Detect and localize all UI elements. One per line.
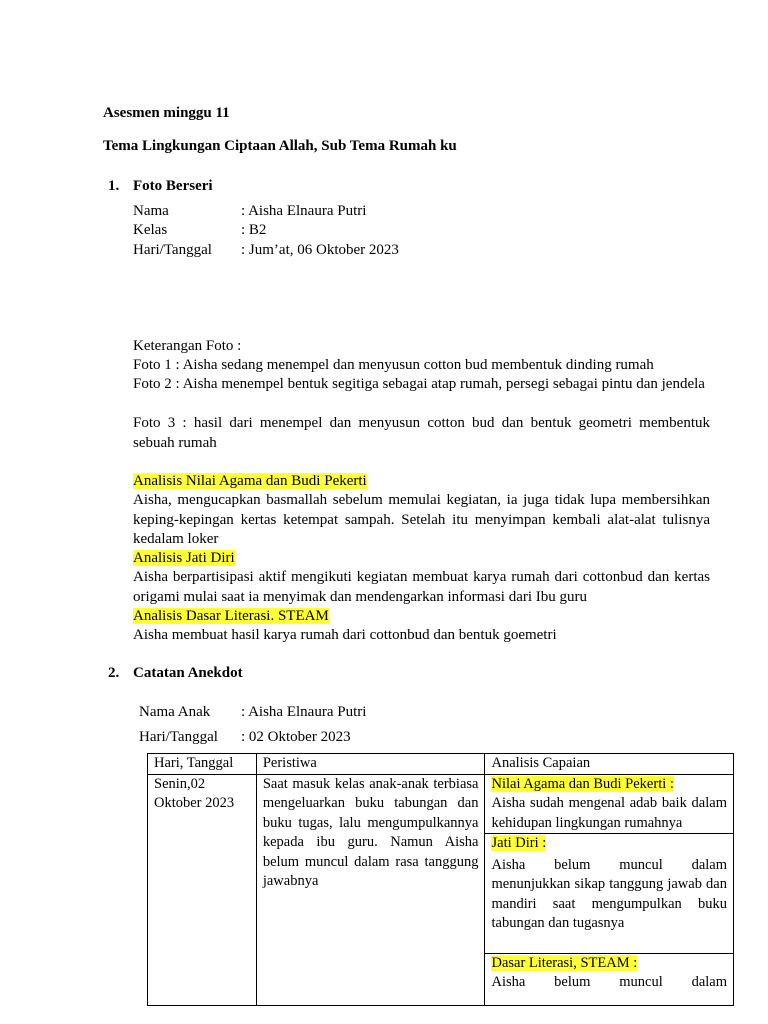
cell-literasi-text: Aisha belum muncul dalam: [491, 974, 727, 990]
header-hari-tanggal: Hari, Tanggal: [148, 754, 257, 775]
cell-peristiwa: Saat masuk kelas anak-anak terbiasa mengeluarkan buku tabungan dan buku tugas, lalu mengumpulkannya kepada ibu guru. Namun Aisha belum muncul dalam rasa tanggung jawabnya: [256, 774, 485, 1005]
section-number-1: 1.: [108, 178, 120, 194]
cell-tanggal: Senin,02 Oktober 2023: [148, 774, 257, 1005]
table-header-row: [148, 754, 734, 775]
foto-1-caption: Foto 1 : Aisha sedang menempel dan menyusun cotton bud membentuk dinding rumah: [133, 357, 654, 373]
field-nama-value: : Aisha Elnaura Putri: [241, 203, 367, 219]
header-analisis-capaian: Analisis Capaian: [485, 754, 734, 775]
table-row: [148, 774, 734, 1005]
anecdote-table: [147, 753, 734, 1006]
field-nama-label: Nama: [133, 203, 169, 219]
keterangan-foto-title: Keterangan Foto :: [133, 338, 242, 354]
analisis-jatidiri-text: Aisha berpartisipasi aktif mengikuti kegiatan membuat karya rumah dari cottonbud dan kertas origami mulai saat ia menyimak dan mendengarkan informasi dari Ibu guru: [133, 569, 710, 605]
cell-jatidiri-title: Jati Diri :: [491, 835, 547, 851]
analisis-jatidiri-heading: Analisis Jati Diri: [133, 550, 235, 566]
section-heading-foto-berseri: Foto Berseri: [133, 178, 213, 194]
field-tanggal-label: Hari/Tanggal: [133, 242, 212, 258]
analisis-agama-heading: Analisis Nilai Agama dan Budi Pekerti: [133, 473, 367, 489]
header-peristiwa: Peristiwa: [256, 754, 485, 775]
theme-title: Tema Lingkungan Ciptaan Allah, Sub Tema Rumah ku: [103, 138, 457, 154]
analisis-agama-text: Aisha, mengucapkan basmallah sebelum memulai kegiatan, ia juga tidak lupa membersihkan keping-kepingan kertas ketempat sampah. Setelah itu menyimpan kembali alat-alat tulisnya kedalam loker: [133, 492, 710, 547]
analisis-literasi-heading: Analisis Dasar Literasi. STEAM: [133, 608, 329, 624]
foto-3-caption: Foto 3 : hasil dari menempel dan menyusun cotton bud dan bentuk geometri membentuk sebuah rumah: [133, 415, 710, 451]
field-tanggal-value: : Jum’at, 06 Oktober 2023: [241, 242, 399, 258]
cell-agama-title: Nilai Agama dan Budi Pekerti :: [491, 775, 674, 792]
cell-jatidiri-text: Aisha belum muncul dalam menunjukkan sikap tanggung jawab dan mandiri saat mengumpulkan buku tabungan dan tugasnya: [491, 856, 727, 931]
cell-literasi-title: Dasar Literasi, STEAM :: [491, 954, 638, 971]
foto-2-caption: Foto 2 : Aisha menempel bentuk segitiga sebagai atap rumah, persegi sebagai pintu dan jendela: [133, 376, 705, 392]
field-kelas-value: : B2: [241, 222, 267, 238]
nama-anak-value: : Aisha Elnaura Putri: [241, 704, 367, 720]
hari-tanggal-value: : 02 Oktober 2023: [241, 729, 351, 745]
cell-agama-text: Aisha sudah mengenal adab baik dalam kehidupan lingkungan rumahnya: [491, 795, 727, 831]
nama-anak-label: Nama Anak: [139, 704, 211, 720]
section-heading-catatan-anekdot: Catatan Anekdot: [133, 665, 243, 681]
section-number-2: 2.: [108, 665, 120, 681]
analisis-literasi-text: Aisha membuat hasil karya rumah dari cottonbud dan bentuk goemetri: [133, 627, 557, 643]
analisis-jatidiri-block: [485, 834, 733, 954]
hari-tanggal-label: Hari/Tanggal: [139, 729, 218, 745]
cell-analisis: [485, 774, 734, 1005]
document-title: Asesmen minggu 11: [103, 105, 230, 121]
field-kelas-label: Kelas: [133, 222, 168, 238]
analisis-agama-block: [485, 775, 733, 835]
analisis-literasi-block: [485, 954, 733, 993]
